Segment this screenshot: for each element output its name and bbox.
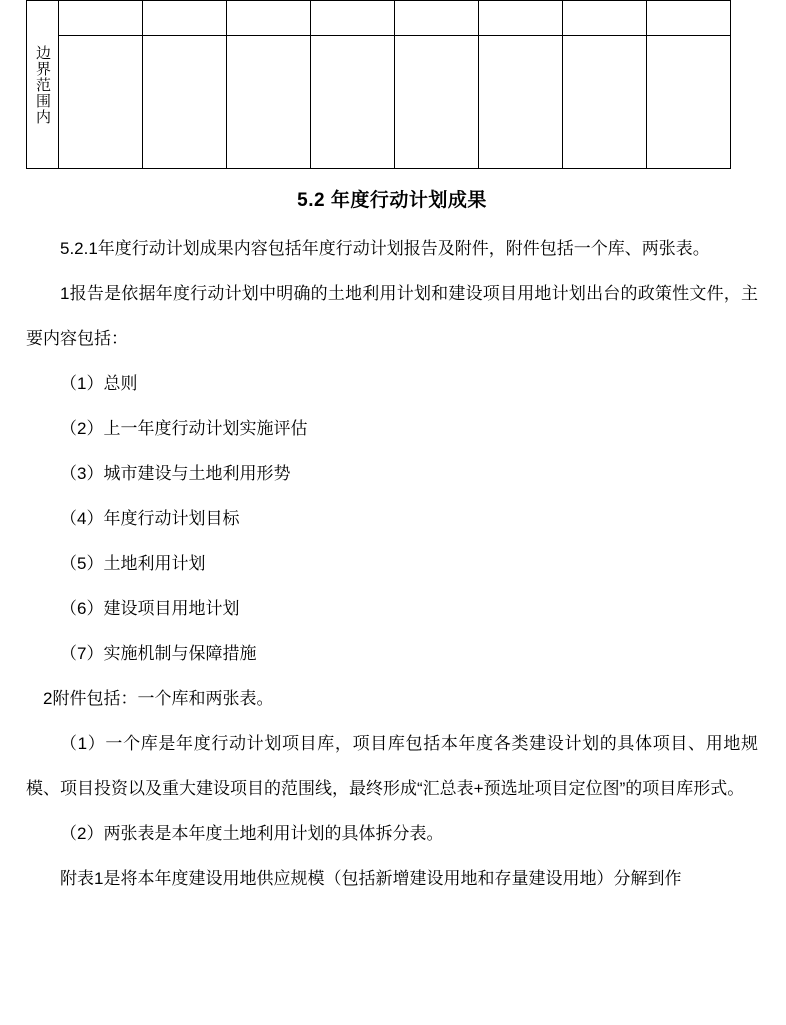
table-cell: [395, 36, 479, 169]
para-attachment-2: （2）两张表是本年度土地利用计划的具体拆分表。: [60, 824, 444, 843]
table-cell: [647, 36, 731, 169]
list-item-1: （1）总则: [60, 374, 138, 393]
list-item-4: （4）年度行动计划目标: [60, 509, 240, 528]
list-item-2: （2）上一年度行动计划实施评估: [60, 419, 308, 438]
table-row-label-cell: [27, 1, 59, 169]
para-attachment-table1: 附表1是将本年度建设用地供应规模（包括新增建设用地和存量建设用地）分解到作: [60, 869, 682, 888]
table-cell: [311, 1, 395, 36]
list-item-3: （3）城市建设与土地利用形势: [60, 464, 291, 483]
table-cell: [143, 36, 227, 169]
para-report: 1报告是依据年度行动计划中明确的土地利用计划和建设项目用地计划出台的政策性文件，主要内容包括：: [26, 284, 758, 348]
table-cell: [59, 36, 143, 169]
table-cell: [563, 1, 647, 36]
table-row: [27, 1, 731, 36]
table-cell: [59, 1, 143, 36]
table-cell: [227, 1, 311, 36]
section-heading: 5.2 年度行动计划成果: [297, 190, 487, 211]
para-attachments: 2附件包括：一个库和两张表。: [43, 689, 274, 708]
table-cell: [227, 36, 311, 169]
table-cell: [395, 1, 479, 36]
para-5-2-1: 5.2.1年度行动计划成果内容包括年度行动计划报告及附件，附件包括一个库、两张表。: [60, 239, 710, 258]
table-cell: [563, 36, 647, 169]
table-row: [27, 36, 731, 169]
document-body: [26, 226, 758, 901]
list-item-5: （5）土地利用计划: [60, 554, 206, 573]
table-row-label: 边界范围内: [34, 44, 51, 125]
data-table-container: [26, 0, 730, 169]
list-item-7: （7）实施机制与保障措施: [60, 644, 257, 663]
para-attachment-1: （1）一个库是年度行动计划项目库，项目库包括本年度各类建设计划的具体项目、用地规模、项目投资以及重大建设项目的范围线，最终形成“汇总表+预选址项目定位图”的项目库形式。: [26, 734, 758, 798]
table-cell: [647, 1, 731, 36]
table-cell: [143, 1, 227, 36]
table-cell: [479, 1, 563, 36]
table-cell: [311, 36, 395, 169]
data-table: [26, 0, 731, 169]
table-cell: [479, 36, 563, 169]
list-item-6: （6）建设项目用地计划: [60, 599, 240, 618]
